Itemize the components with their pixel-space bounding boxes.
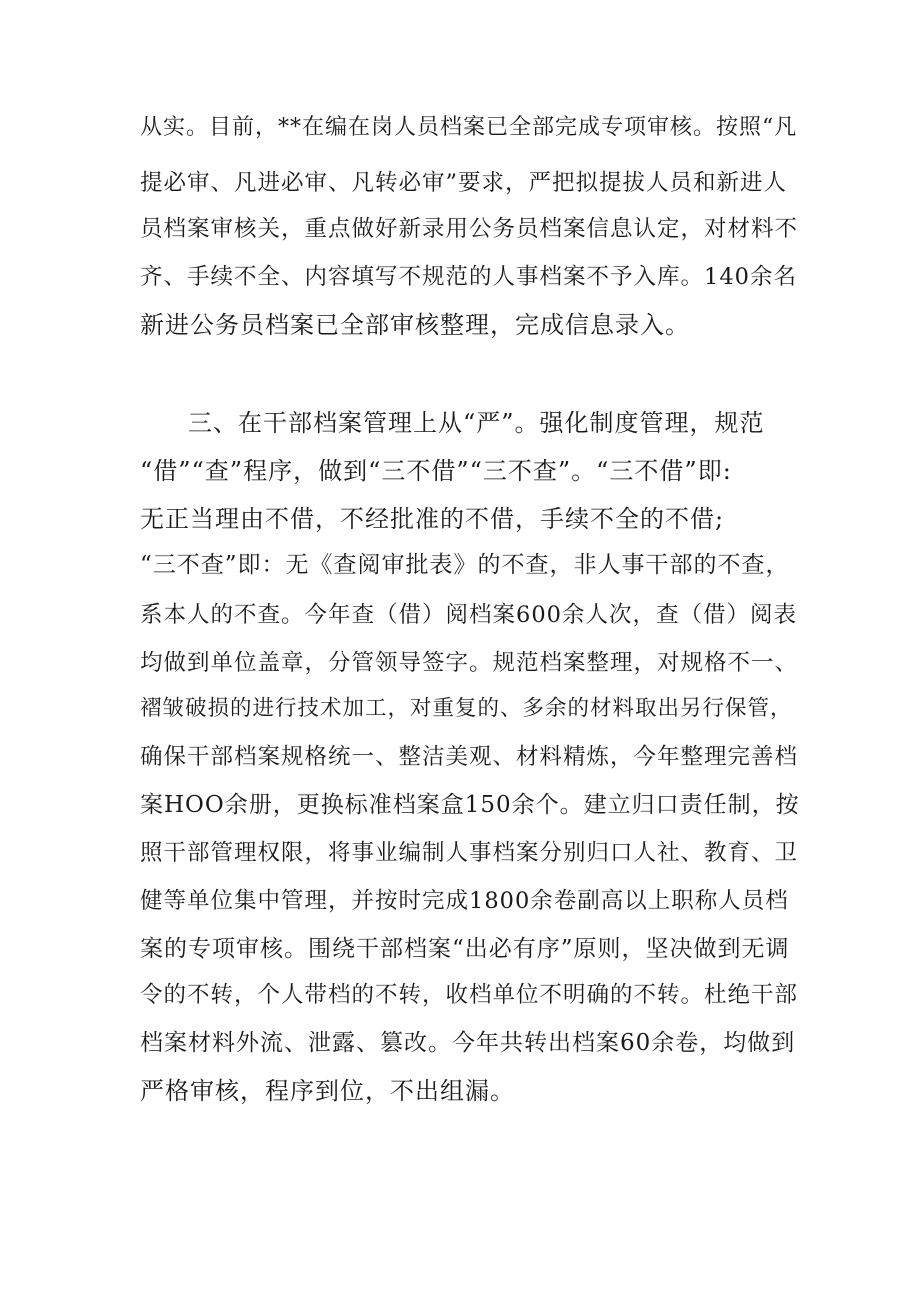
paragraph-line: 系本人的不查。今年查（借）阅档案600余人次，查（借）阅表 xyxy=(140,602,797,628)
paragraph-line: 提必审、凡进必审、凡转必审”要求，严把拟提拔人员和新进人 xyxy=(140,170,788,196)
paragraph-line: 档案材料外流、泄露、篡改。今年共转出档案60余卷，均做到 xyxy=(140,1030,796,1056)
paragraph-line: 新进公务员档案已全部审核整理，完成信息录入。 xyxy=(140,311,690,339)
paragraph-line: 健等单位集中管理，并按时完成1800余卷副高以上职称人员档 xyxy=(140,888,789,914)
paragraph-line: 均做到单位盖章，分管领导签字。规范档案整理，对规格不一、 xyxy=(140,650,799,676)
paragraph-line: 褶皱破损的进行技术加工，对重复的、多余的材料取出另行保管， xyxy=(140,696,793,721)
paragraph-line: 案HOO余册，更换标准档案盒150余个。建立归口责任制，按 xyxy=(140,792,800,818)
section-heading-line: 三、在干部档案管理上从“严”。强化制度管理，规范 xyxy=(188,409,765,437)
paragraph-line: 无正当理由不借，不经批准的不借，手续不全的不借; xyxy=(140,505,725,533)
paragraph-line: 严格审核，程序到位，不出组漏。 xyxy=(140,1077,515,1105)
paragraph-line: 确保干部档案规格统一、整洁美观、材料精炼，今年整理完善档 xyxy=(140,744,799,770)
paragraph-line: 令的不转，个人带档的不转，收档单位不明确的不转。杜绝干部 xyxy=(140,982,799,1008)
paragraph-line: 齐、手续不全、内容填写不规范的人事档案不予入库。140余名 xyxy=(140,264,797,290)
paragraph-line: 从实。目前，**在编在岗人员档案已全部完成专项审核。按照“凡 xyxy=(140,115,798,140)
paragraph-line: “三不查”即：无《查阅审批表》的不查，非人事干部的不查， xyxy=(140,552,790,578)
paragraph-line: “借”“查”程序，做到“三不借”“三不查”。“三不借”即: xyxy=(140,457,732,485)
paragraph-line: 照干部管理权限，将事业编制人事档案分别归口人社、教育、卫 xyxy=(140,840,799,866)
paragraph-line: 案的专项审核。围绕干部档案“出必有序”原则，坚决做到无调 xyxy=(140,936,790,962)
paragraph-line: 员档案审核关，重点做好新录用公务员档案信息认定，对材料不 xyxy=(140,216,799,242)
